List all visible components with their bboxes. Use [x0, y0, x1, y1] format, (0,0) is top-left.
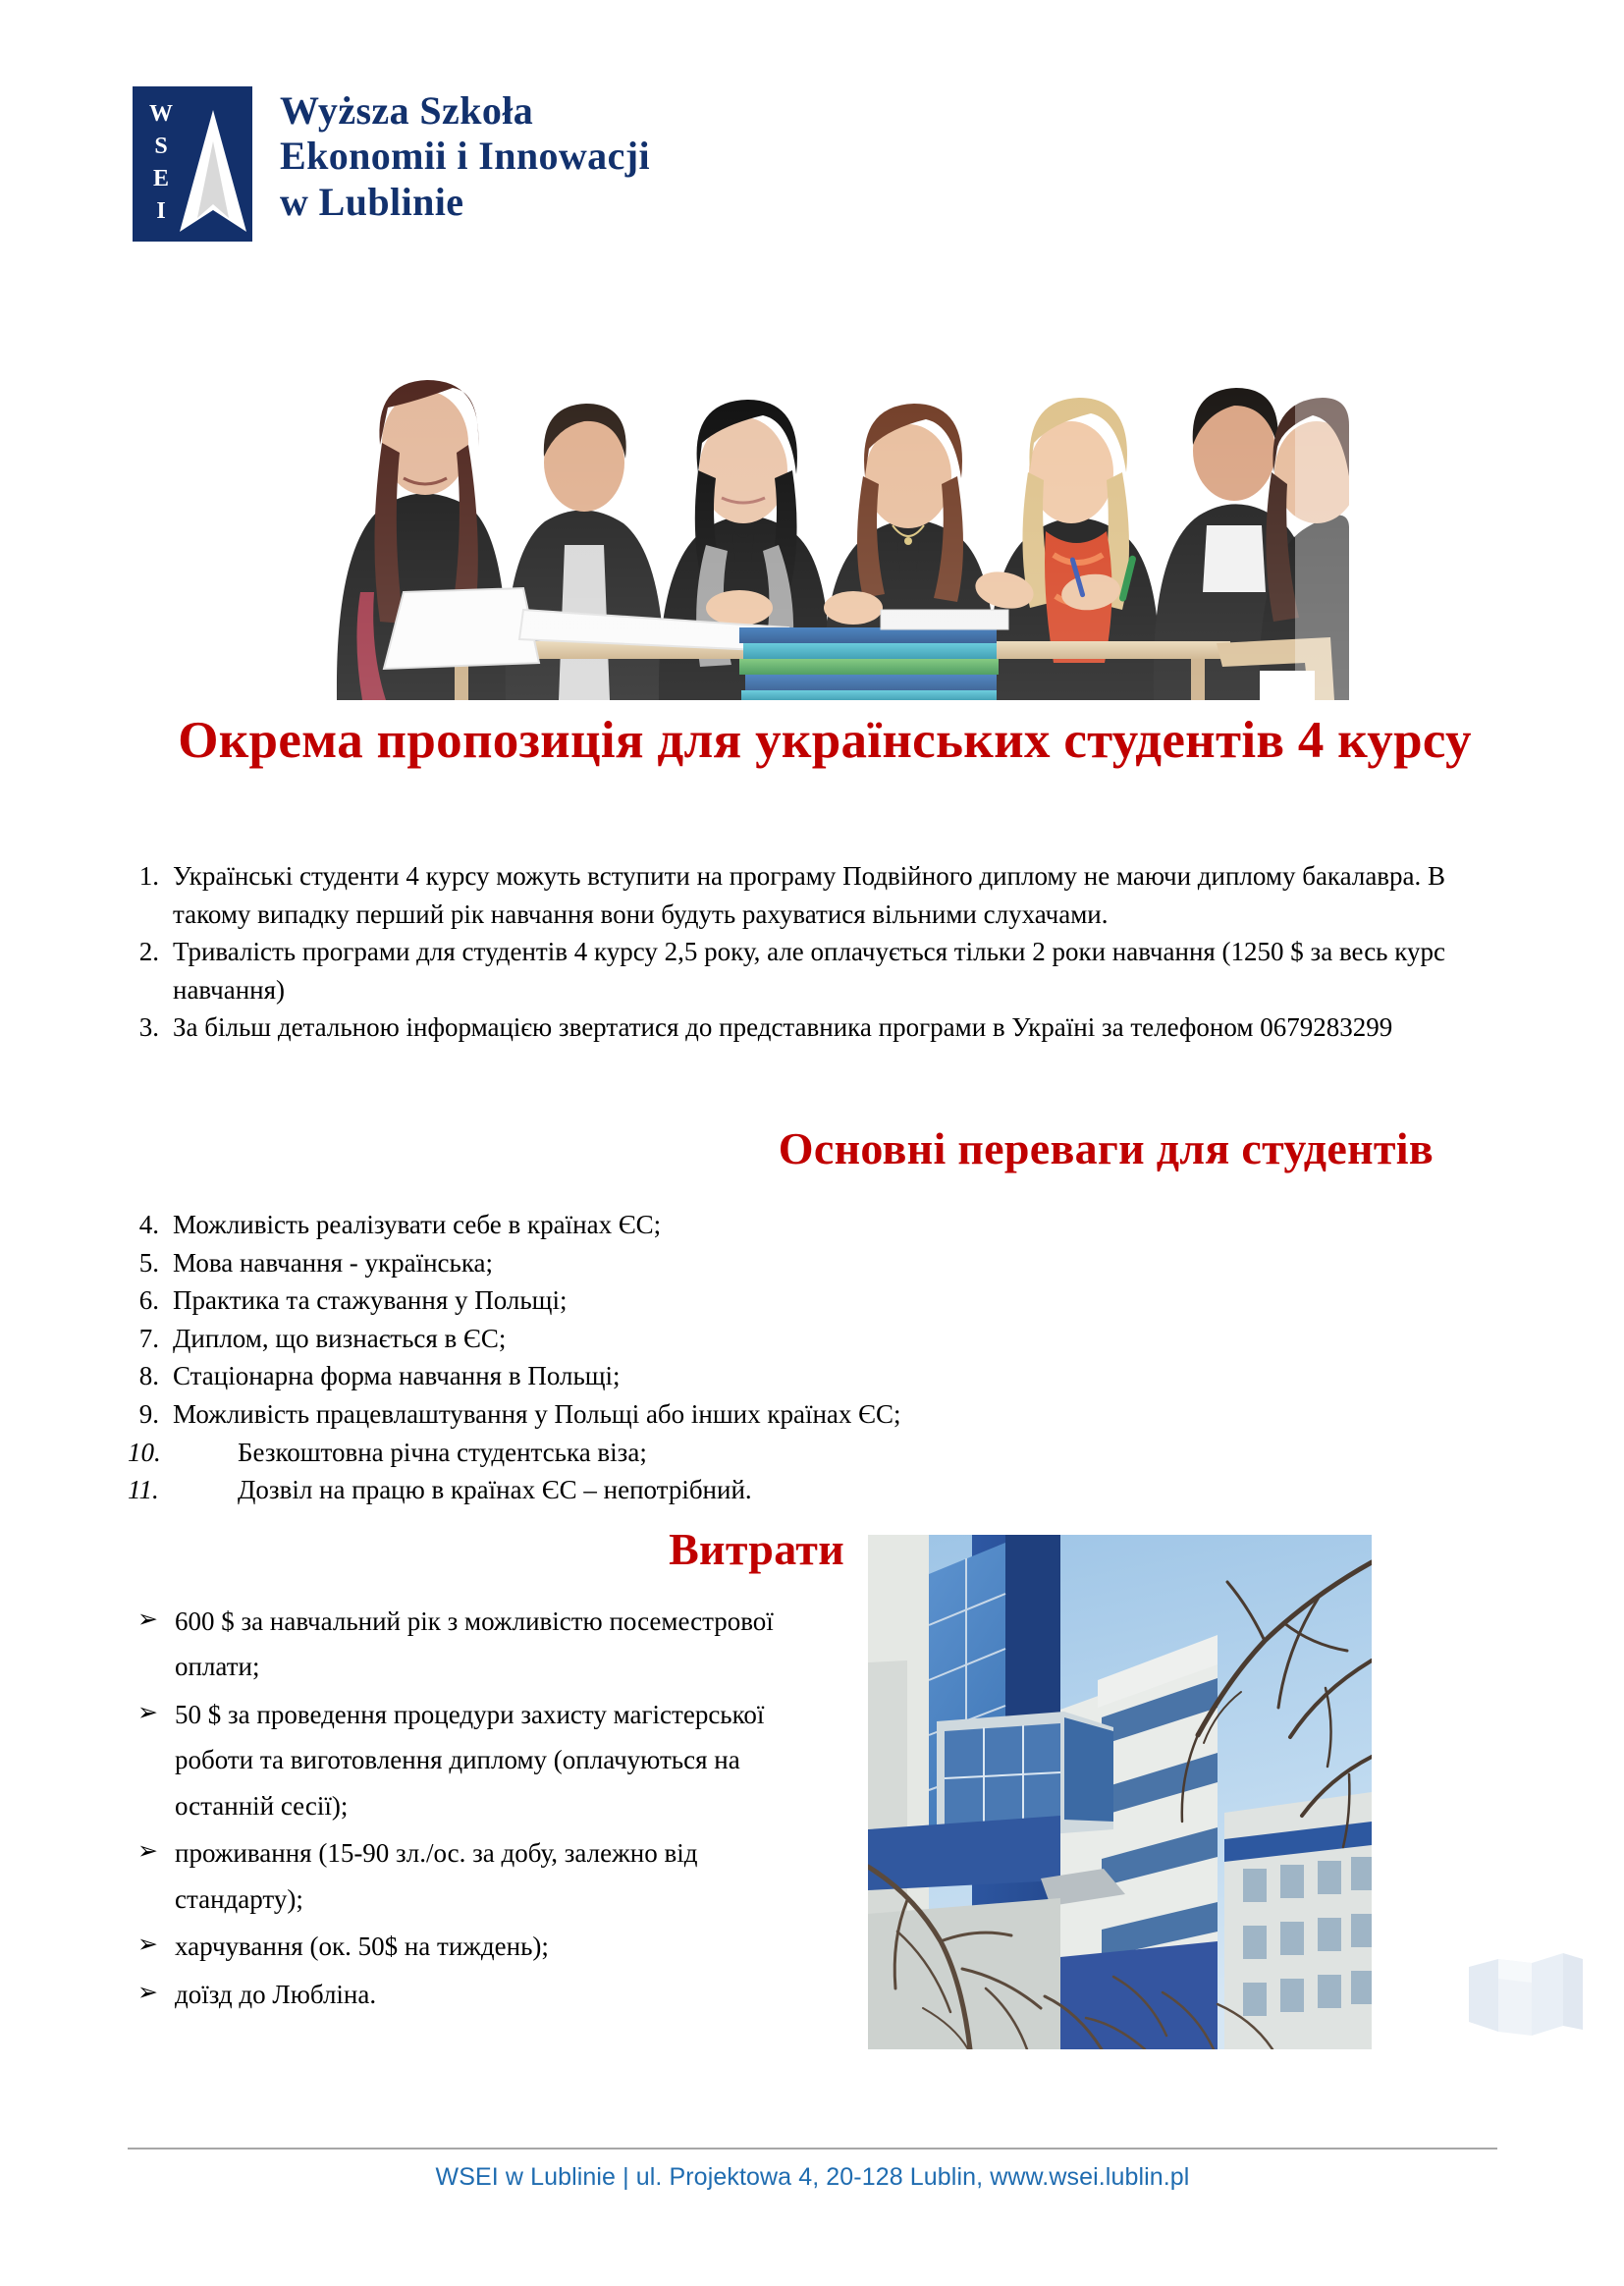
list-item-number: 9. [138, 1399, 159, 1430]
list-item-text: доїзд до Любліна. [175, 1979, 377, 2009]
list-item [137, 1599, 815, 1690]
list-item-number: 10. [128, 1437, 161, 1467]
list-item [128, 1471, 1502, 1509]
building-photo [868, 1535, 1372, 2049]
arrow-bullet-icon: ➢ [137, 1932, 158, 1959]
list-item [128, 1008, 1502, 1047]
list-item-text: Можливість реалізувати себе в країнах ЄС; [173, 1210, 662, 1239]
list-item [128, 1244, 1502, 1282]
wsei-logo [133, 86, 252, 242]
brand-line-3: w Lublinie [280, 179, 464, 224]
list-item-text: проживання (15-90 зл./ос. за добу, залежно від стандарту); [175, 1838, 698, 1914]
list-item [128, 1206, 1502, 1244]
list-item-text: 600 $ за навчальний рік з можливістю посеместрової оплати; [175, 1606, 774, 1682]
list-item [128, 1434, 1502, 1472]
list-item-text: Дозвіл на працю в країнах ЄС – непотрібний. [238, 1475, 752, 1505]
list-item-number: 6. [138, 1285, 159, 1316]
list-item-number: 2. [138, 937, 159, 967]
list-item-text: Українські студенти 4 курсу можуть вступити на програму Подвійного диплому не маючи диплому бакалавра. В такому випадку перший рік навчання вони будуть рахуватися вільними слухачами. [173, 861, 1446, 929]
arrow-spire-icon [178, 108, 248, 234]
list-item [128, 1320, 1502, 1358]
list-item-text: Диплом, що визнається в ЄС; [173, 1323, 507, 1353]
list-item-text: 50 $ за проведення процедури захисту магістерської роботи та виготовлення диплому (оплачуються на останній сесії); [175, 1699, 765, 1821]
list-item-text: Тривалість програми для студентів 4 курсу 2,5 року, але оплачується тільки 2 роки навчання (1250 $ за весь курс навчання) [173, 937, 1445, 1005]
list-item-number: 7. [138, 1323, 159, 1353]
footer-contact: WSEI w Lublinie | ul. Projektowa 4, 20-128 Lublin, www.wsei.lublin.pl [435, 2163, 1190, 2191]
advantages-heading: Основні переваги для студентів [778, 1123, 1434, 1173]
brand-title [280, 86, 650, 225]
list-item-text: Практика та стажування у Польщі; [173, 1285, 568, 1316]
abstract-ribbon-icon [1465, 1949, 1587, 2040]
arrow-bullet-icon: ➢ [137, 1606, 158, 1633]
page-title: Окрема пропозиція для українських студентів 4 курсу [178, 712, 1472, 769]
costs-list [137, 1599, 815, 2019]
list-item [128, 857, 1502, 933]
building-photo-illustration [868, 1535, 1372, 2049]
list-item [128, 1395, 1502, 1434]
list-item-number: 4. [138, 1210, 159, 1239]
list-item [128, 933, 1502, 1008]
logo-letter-w: W [149, 101, 173, 127]
list-item-text: Безкоштовна річна студентська віза; [238, 1437, 647, 1467]
list-item [128, 1281, 1502, 1320]
brand-line-2: Ekonomii i Innowacji [280, 134, 650, 179]
list-item-number: 5. [138, 1247, 159, 1278]
students-photo [278, 298, 1349, 700]
list-item [137, 1972, 815, 2017]
arrow-bullet-icon: ➢ [137, 1699, 158, 1726]
list-item [137, 1830, 815, 1922]
arrow-bullet-icon: ➢ [137, 1838, 158, 1866]
list-item-number: 1. [138, 861, 159, 891]
decorative-watermark [1465, 1949, 1587, 2040]
list-item-number: 8. [138, 1361, 159, 1391]
advantages-list [128, 1206, 1502, 1509]
arrow-bullet-icon: ➢ [137, 1979, 158, 2006]
list-item [137, 1924, 815, 1969]
list-item-text: Можливість працевлаштування у Польщі або інших країнах ЄС; [173, 1399, 901, 1430]
list-item-text: Мова навчання - українська; [173, 1247, 494, 1278]
costs-heading: Витрати [669, 1524, 844, 1574]
logo-letters [144, 102, 178, 223]
list-item-text: За більш детальною інформацією звертатися до представника програми в Україні за телефоном 0679283299 [173, 1012, 1393, 1043]
footer-divider [128, 2148, 1497, 2150]
logo-letter-s: S [154, 134, 168, 159]
list-item [128, 1357, 1502, 1395]
students-photo-illustration [278, 298, 1349, 700]
document-header [133, 86, 650, 242]
list-item-number: 3. [138, 1012, 159, 1043]
logo-letter-i: I [156, 198, 166, 224]
list-item-text: харчування (ок. 50$ на тиждень); [175, 1932, 549, 1962]
brand-line-1: Wyższa Szkoła [280, 88, 534, 133]
list-item-number: 11. [128, 1475, 159, 1505]
logo-letter-e: E [152, 166, 169, 191]
list-item-text: Стаціонарна форма навчання в Польщі; [173, 1361, 621, 1391]
intro-list [128, 857, 1502, 1047]
list-item [137, 1692, 815, 1828]
